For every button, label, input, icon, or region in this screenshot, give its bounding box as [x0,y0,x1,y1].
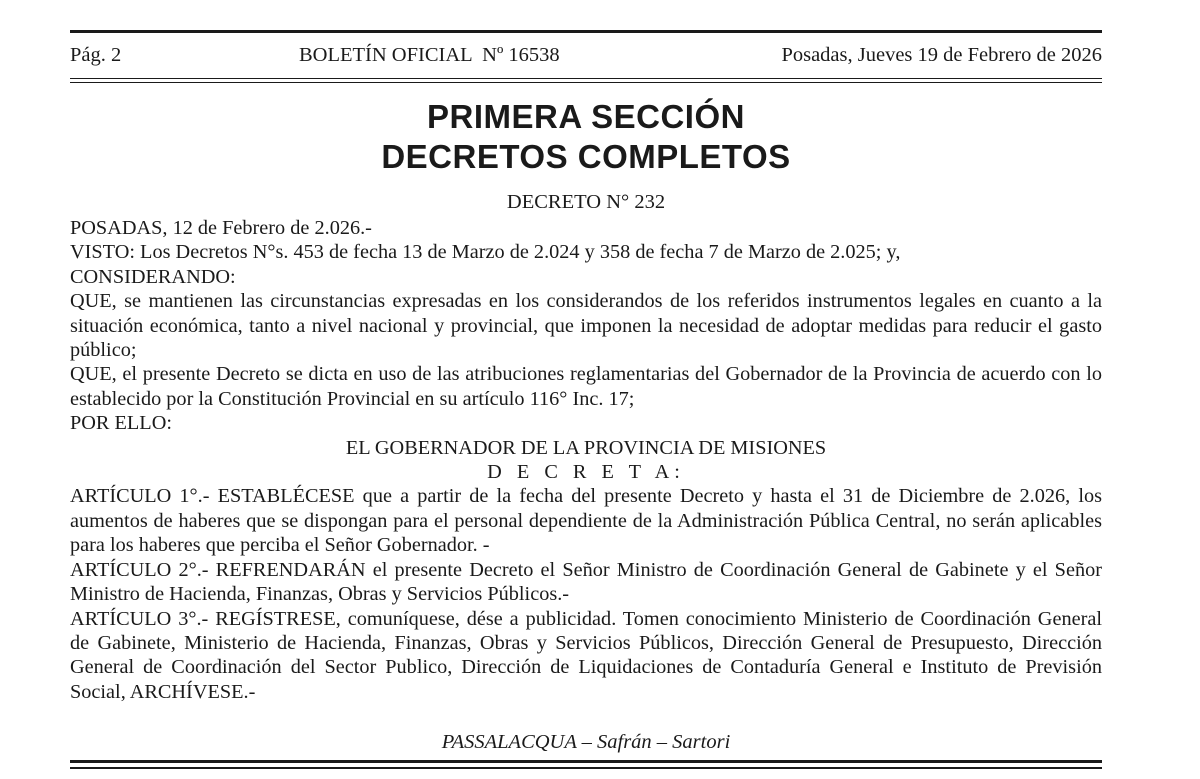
running-header [70,41,1102,69]
footer-rule-double [70,767,1102,769]
section-subtitle: DECRETOS COMPLETOS [381,138,791,175]
top-rule [70,30,1102,33]
decree-place-date: POSADAS, 12 de Febrero de 2.026.- [70,217,372,239]
header-rule-double [70,82,1102,83]
decree-visto: VISTO: Los Decretos N°s. 453 de fecha 13 de Marzo de 2.024 y 358 de fecha 7 de Marzo de 2.025; y, [70,241,901,264]
header-rule [70,78,1102,79]
decree-por-ello: POR ELLO: [70,412,172,435]
decree-considerando: CONSIDERANDO: [70,265,236,288]
decree-que-2: QUE, el presente Decreto se dicta en uso de las atribuciones reglamentarias del Gobernador de la Provincia de acuerdo con lo establecido por la Constitución Provincial en su artículo 116° Inc. 17; [70,363,1102,410]
bulletin-title: BOLETÍN OFICIAL Nº 16538 [299,44,560,66]
decree-decreta: D E C R E T A: [487,461,685,484]
publication-date: Posadas, Jueves 19 de Febrero de 2026 [781,44,1102,66]
decree-que-1: QUE, se mantienen las circunstancias expresadas en los considerandos de los referidos instrumentos legales en cuanto a la situación económica, tanto a nivel nacional y provincial, que imponen la necesidad de adoptar medidas para reducir el gasto público; [70,290,1102,362]
decree-authority: EL GOBERNADOR DE LA PROVINCIA DE MISIONES [345,436,827,459]
section-title: PRIMERA SECCIÓN [427,98,745,135]
page-number: Pág. 2 [70,44,122,66]
decree-body [70,216,1102,704]
decree-article-3: ARTÍCULO 3°.- REGÍSTRESE, comuníquese, dése a publicidad. Tomen conocimiento Ministerio de Coordinación General de Gabinete, Ministerio de Hacienda, Finanzas, Obras y Servicios Públicos, Dirección General de Presupuesto, Dirección General de Coordinación del Sector Publico, Dirección de Liquidaciones de Contaduría General e Instituto de Previsión Social, ARCHÍVESE.- [70,607,1102,703]
bulletin-page [70,0,1102,779]
decree-article-1: ARTÍCULO 1°.- ESTABLÉCESE que a partir de la fecha del presente Decreto y hasta el 31 de Diciembre de 2.026, los aumentos de haberes que se dispongan para el personal dependiente de la Administración Pública Central, no serán aplicables para los haberes que perciba el Señor Gobernador. - [70,485,1102,557]
decree-number: DECRETO N° 232 [506,191,666,213]
decree-article-2: ARTÍCULO 2°.- REFRENDARÁN el presente Decreto el Señor Ministro de Coordinación General de Gabinete y el Señor Ministro de Hacienda, Finanzas, Obras y Servicios Públicos.- [70,558,1102,606]
decree-signatures: PASSALACQUA – Safrán – Sartori [441,731,731,753]
footer-rule [70,760,1102,763]
